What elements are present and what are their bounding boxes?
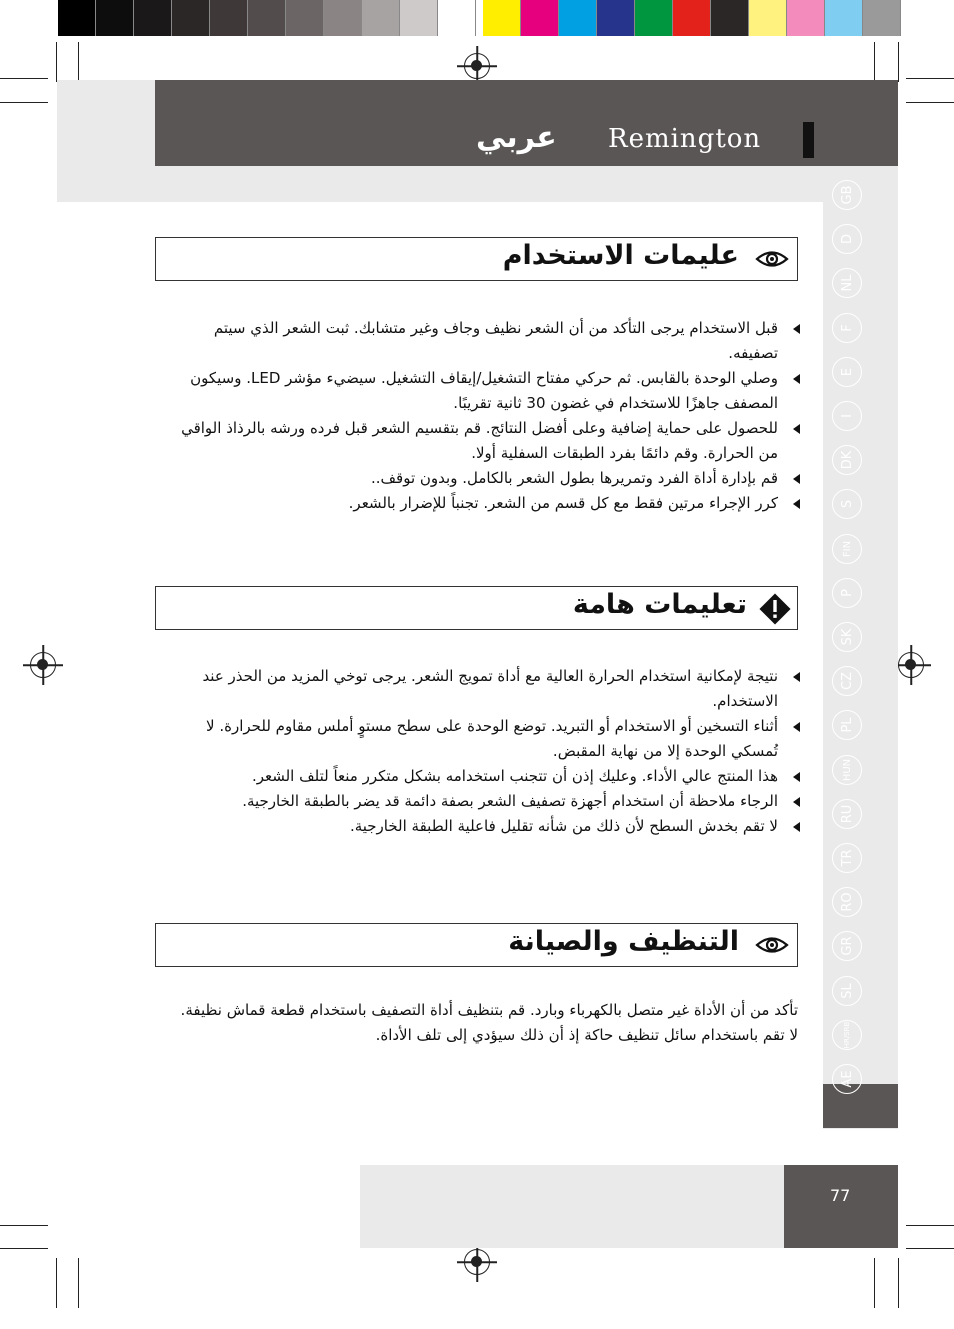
language-tab-f[interactable]: F [832, 313, 862, 343]
crop-mark [56, 1258, 57, 1308]
language-tab-d[interactable]: D [832, 224, 862, 254]
language-tab-ro[interactable]: RO [832, 887, 862, 917]
crop-mark [906, 1248, 954, 1249]
bullet-arrow-icon [793, 474, 800, 484]
color-swatch [362, 0, 400, 36]
language-tab-e[interactable]: E [832, 357, 862, 387]
language-tab-pl[interactable]: PL [832, 710, 862, 740]
page-background-block [155, 166, 898, 202]
list-item: نتيجة لإمكانية استخدام الحرارة العالية مع أداة تمويج الشعر. يرجى توخي المزيد من الحذر عند الاستخدام. [160, 664, 778, 714]
list-item: قم بإدارة أداة الفرد وتمريرها بطول الشعر بالكامل. وبدون توقف.. [160, 466, 778, 491]
crop-mark [906, 102, 954, 103]
language-tab-s[interactable]: S [832, 489, 862, 519]
crop-mark [0, 102, 48, 103]
active-tab-background [823, 1084, 898, 1128]
color-swatch [559, 0, 597, 36]
language-tab-nl[interactable]: NL [832, 268, 862, 298]
crop-mark [874, 1258, 875, 1308]
color-swatch [58, 0, 96, 36]
page-background-block [57, 80, 155, 202]
color-swatch [597, 0, 635, 36]
bullet-arrow-icon [793, 499, 800, 509]
brand-logo: Remington [608, 124, 762, 154]
list-item: هذا المنتج عالي الأداء. وعليك إذن أن تتجنب استخدامه بشكل متكرر منعاً لتلف الشعر. [160, 764, 778, 789]
list-item: أثناء التسخين أو الاستخدام أو التبريد. توضع الوحدة على سطح مستوٍ أملس مقاوم للحرارة. لا تُمسكي الوحدة إلا من نهاية المقبض. [160, 714, 778, 764]
color-swatch [711, 0, 749, 36]
language-tab-i[interactable]: I [832, 401, 862, 431]
usage-instructions [160, 316, 778, 516]
language-tab-tr[interactable]: TR [832, 843, 862, 873]
language-tab-gr[interactable]: GR [832, 931, 862, 961]
crop-mark [906, 78, 954, 79]
color-swatch [863, 0, 901, 36]
language-tab-dk[interactable]: DK [832, 445, 862, 475]
color-calibration-bar [483, 0, 901, 36]
list-item: لا تقم بخدش السطح لأن ذلك من شأنه تقليل فاعلية الطبقة الخارجية. [160, 814, 778, 839]
section-header-important [155, 586, 798, 630]
crop-mark [898, 42, 899, 82]
language-tab-fin[interactable]: FIN [832, 534, 862, 564]
section-header-usage [155, 237, 798, 281]
language-tab-gb[interactable]: GB [832, 180, 862, 210]
color-swatch [210, 0, 248, 36]
bullet-arrow-icon [793, 672, 800, 682]
language-tab-sl[interactable]: SL [832, 976, 862, 1006]
bullet-arrow-icon [793, 374, 800, 384]
crop-mark [906, 1225, 954, 1226]
color-swatch [248, 0, 286, 36]
language-tab-hun[interactable]: HUN [832, 755, 862, 785]
registration-mark-icon [464, 53, 490, 79]
color-swatch [521, 0, 559, 36]
color-swatch [438, 0, 476, 36]
color-swatch [134, 0, 172, 36]
bullet-arrow-icon [793, 722, 800, 732]
section-title: التنظيف والصيانة [508, 926, 739, 957]
language-tab-p[interactable]: P [832, 578, 862, 608]
registration-mark-icon [30, 652, 56, 678]
language-tab-ru[interactable]: RU [832, 799, 862, 829]
language-tab-hr-srb[interactable]: HR/SRB [832, 1020, 862, 1050]
section-title: عليمات الاستخدام [502, 240, 739, 271]
page-number: 77 [830, 1186, 851, 1205]
crop-mark [78, 1258, 79, 1308]
bullet-arrow-icon [793, 424, 800, 434]
color-swatch [483, 0, 521, 36]
cleaning-paragraph: تأكد من أن الأداة غير متصل بالكهرباء وبارد. قم بتنظيف أداة التصفيف باستخدام قطعة قماش نظيفة. لا تقم باستخدام سائل تنظيف حاكة إذ أن ذلك سيؤدي إلى تلف الأداة. [180, 1001, 798, 1044]
language-title: عربي [476, 120, 557, 155]
crop-mark [78, 42, 79, 82]
list-item: وصلي الوحدة بالقابس. ثم حركي مفتاح التشغيل/إيقاف التشغيل. سيضيء مؤشر LED. وسيكون المصفف جاهزًا للاستخدام في غضون 30 ثانية تقريبًا. [160, 366, 778, 416]
eye-icon [755, 932, 789, 958]
section-header-cleaning [155, 923, 798, 967]
color-swatch [324, 0, 362, 36]
bullet-arrow-icon [793, 822, 800, 832]
bullet-arrow-icon [793, 324, 800, 334]
crop-mark [0, 1248, 48, 1249]
crop-mark [898, 1258, 899, 1308]
color-swatch [749, 0, 787, 36]
crop-mark [0, 78, 48, 79]
registration-mark-icon [464, 1249, 490, 1275]
crop-mark [0, 1225, 48, 1226]
registration-mark-icon [898, 652, 924, 678]
section-title: تعليمات هامة [572, 589, 747, 620]
grayscale-calibration-bar [58, 0, 476, 36]
language-tab-sk[interactable]: SK [832, 622, 862, 652]
color-swatch [787, 0, 825, 36]
color-swatch [673, 0, 711, 36]
bullet-arrow-icon [793, 772, 800, 782]
crop-mark [56, 42, 57, 82]
list-item: كرر الإجراء مرتين فقط مع كل قسم من الشعر. تجنباً للإضرار بالشعر. [160, 491, 778, 516]
color-swatch [286, 0, 324, 36]
color-swatch [172, 0, 210, 36]
list-item: الرجاء ملاحظة أن استخدام أجهزة تصفيف الشعر بصفة دائمة قد يضر بالطبقة الخارجية. [160, 789, 778, 814]
warning-icon [757, 591, 793, 627]
eye-icon [755, 246, 789, 272]
bullet-arrow-icon [793, 797, 800, 807]
color-swatch [825, 0, 863, 36]
color-swatch [635, 0, 673, 36]
page-number-box [784, 1165, 898, 1248]
crop-mark [874, 42, 875, 82]
brand-logo-bar [803, 122, 814, 158]
list-item: قبل الاستخدام يرجى التأكد من أن الشعر نظيف وجاف وغير متشابك. ثبت الشعر الذي سيتم تصفيفه. [160, 316, 778, 366]
language-tab-cz[interactable]: CZ [832, 666, 862, 696]
important-instructions [160, 664, 778, 839]
language-tab-strip [823, 166, 898, 1129]
language-tab-ae[interactable]: AE [832, 1064, 862, 1094]
footer-gray-block [360, 1165, 784, 1248]
color-swatch [96, 0, 134, 36]
color-swatch [400, 0, 438, 36]
list-item: للحصول على حماية إضافية وعلى أفضل النتائج. قم بتقسيم الشعر قبل فرده ورشه بالرذاذ الواقي من الحرارة. وقم دائمًا بفرد الطبقات السفلية أولا. [160, 416, 778, 466]
